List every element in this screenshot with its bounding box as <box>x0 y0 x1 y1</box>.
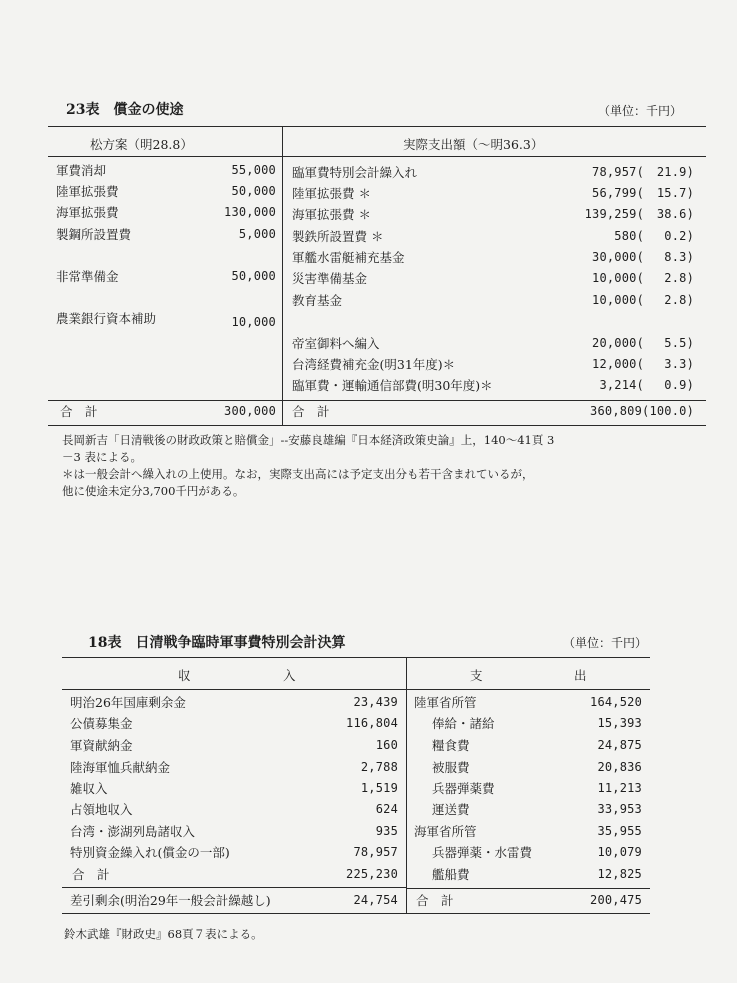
table18-right-label: 兵器弾薬費 <box>432 781 495 796</box>
table23-right-pct: 0.2) <box>664 229 694 243</box>
table23-right-pct: 0.9) <box>664 378 694 392</box>
table23-left-header: 松方案（明28.8） <box>90 137 193 152</box>
table18-right-label: 兵器弾薬・水雷費 <box>432 845 533 860</box>
table18-right-value: 20,836 <box>597 760 642 774</box>
table23-right-value: 12,000( <box>592 357 644 371</box>
table18-left-value: 935 <box>375 824 398 838</box>
table23-note-4: 他に使途未定分3,700千円がある。 <box>62 484 245 498</box>
table18-right-value: 24,875 <box>597 738 642 752</box>
table18-balance-label: 差引剰余(明治29年一般会計繰越し) <box>70 893 271 908</box>
table18-left-label: 占領地収入 <box>70 802 133 817</box>
table23-right-pct: 21.9) <box>656 165 694 179</box>
table23-left-label: 農業銀行資本補助 <box>56 311 157 326</box>
table18-right-value: 35,955 <box>597 824 642 838</box>
table23-right-value: 139,259( <box>584 207 644 221</box>
table23-right-header: 実際支出額（～明36.3） <box>403 137 544 152</box>
table23-right-label: 教育基金 <box>292 293 343 308</box>
table18-left-value: 23,439 <box>353 695 398 709</box>
table18-left-label: 軍資献納金 <box>70 738 133 753</box>
table23-note-3: ＊は一般会計へ繰入れの上使用。なお，実際支出高には予定支出分も若干含まれているが， <box>62 467 534 481</box>
table18-left-value: 624 <box>375 802 398 816</box>
table18-left-label: 台湾・澎湖列島諸収入 <box>70 824 196 839</box>
table18-header-rule <box>62 689 650 690</box>
table18-left-value: 160 <box>375 738 398 752</box>
table18-right-label: 運送費 <box>432 802 470 817</box>
table18-column-divider <box>406 658 407 914</box>
table23-bottom-rule <box>48 425 706 426</box>
table18-right-label: 糧食費 <box>432 738 470 753</box>
table18-right-label: 海軍省所管 <box>414 824 477 839</box>
table18-left-value: 116,804 <box>346 716 398 730</box>
table23-right-label: 軍艦水雷艇補充基金 <box>292 250 405 265</box>
table18-balance-rule-left <box>62 887 406 888</box>
table23-left-label: 軍費消却 <box>56 163 107 178</box>
table23-left-value: 50,000 <box>231 184 276 198</box>
table18-top-rule <box>62 657 650 658</box>
table23-left-value: 55,000 <box>231 163 276 177</box>
table23-right-total-value: 360,809(100.0) <box>590 404 694 418</box>
table23-right-value: 10,000( <box>592 271 644 285</box>
table23-right-value: 3,214( <box>599 378 644 392</box>
table18-left-label: 雑収入 <box>70 781 108 796</box>
table18-right-value: 11,213 <box>597 781 642 795</box>
table23-right-pct: 2.8) <box>664 271 694 285</box>
table23-left-value: 130,000 <box>224 205 276 219</box>
table23-right-pct: 3.3) <box>664 357 694 371</box>
table18-left-label: 特別資金繰入れ(償金の一部) <box>70 845 230 860</box>
table23-left-total-value: 300,000 <box>224 404 276 418</box>
table18-left-value: 2,788 <box>360 760 398 774</box>
table18-left-label: 明治26年国庫剰余金 <box>70 695 186 710</box>
table18-total-rule-right <box>406 888 650 889</box>
table18-right-total-label: 合 計 <box>416 893 454 908</box>
table23-left-label: 海軍拡張費 <box>56 205 119 220</box>
table18-right-label: 俸給・諸給 <box>432 716 495 731</box>
table18-right-label: 陸軍省所管 <box>414 695 477 710</box>
table18-left-total-value: 225,230 <box>346 867 398 881</box>
table23-right-value: 10,000( <box>592 293 644 307</box>
table23-right-label: 海軍拡張費 ＊ <box>292 207 371 222</box>
table23-column-divider <box>282 127 283 425</box>
table23-left-total-label: 合 計 <box>60 404 98 419</box>
table23-left-label: 陸軍拡張費 <box>56 184 119 199</box>
table23-right-label: 臨軍費特別会計繰入れ <box>292 165 418 180</box>
table23-right-total-label: 合 計 <box>292 404 330 419</box>
table23-left-value: 5,000 <box>238 227 276 241</box>
table23-right-pct: 15.7) <box>656 186 694 200</box>
table18-right-value: 10,079 <box>597 845 642 859</box>
table18-left-label: 陸海軍恤兵献納金 <box>70 760 171 775</box>
table23-note-1: 長岡新吉「日清戦後の財政政策と賠償金」--安藤良雄編『日本経済政策史論』上，140～41頁 3 <box>62 433 555 447</box>
table23-left-label: 非常準備金 <box>56 269 119 284</box>
table18-right-label: 被服費 <box>432 760 470 775</box>
table23-top-rule <box>48 126 706 127</box>
table18-right-header-2: 出 <box>574 668 587 683</box>
table23-left-value: 10,000 <box>231 315 276 329</box>
table18-left-value: 1,519 <box>360 781 398 795</box>
table23-left-label: 製鋼所設置費 <box>56 227 132 242</box>
table18-right-label: 艦船費 <box>432 867 470 882</box>
table23-right-label: 災害準備基金 <box>292 271 368 286</box>
table23-right-label: 帝室御料へ編入 <box>292 336 380 351</box>
table18-left-total-label: 合 計 <box>72 867 110 882</box>
table23-right-label: 製鉄所設置費 ＊ <box>292 229 384 244</box>
table18-left-label: 公債募集金 <box>70 716 133 731</box>
table23-right-value: 78,957( <box>592 165 644 179</box>
table23-right-pct: 2.8) <box>664 293 694 307</box>
table18-title: 18表 日清戦争臨時軍事費特別会計決算 <box>88 635 346 651</box>
table18-left-value: 78,957 <box>353 845 398 859</box>
table18-right-value: 164,520 <box>590 695 642 709</box>
table23-header-rule <box>48 156 706 157</box>
table18-right-value: 12,825 <box>597 867 642 881</box>
table18-left-header-1: 収 <box>178 668 191 683</box>
table23-right-pct: 8.3) <box>664 250 694 264</box>
table23-unit: （単位：千円） <box>598 104 683 118</box>
table18-left-header-2: 入 <box>283 668 296 683</box>
table23-right-value: 56,799( <box>592 186 644 200</box>
table23-right-value: 580( <box>614 229 644 243</box>
table18-bottom-rule <box>62 913 650 914</box>
table23-right-value: 20,000( <box>592 336 644 350</box>
table18-balance-value: 24,754 <box>353 893 398 907</box>
table18-right-header-1: 支 <box>470 668 483 683</box>
table23-right-label: 陸軍拡張費 ＊ <box>292 186 371 201</box>
table18-note: 鈴木武雄『財政史』68頁７表による。 <box>64 927 263 941</box>
table18-right-total-value: 200,475 <box>590 893 642 907</box>
table23-left-value: 50,000 <box>231 269 276 283</box>
table18-right-value: 15,393 <box>597 716 642 730</box>
table18-unit: （単位：千円） <box>563 636 648 650</box>
table23-note-2: －3 表による。 <box>62 450 142 464</box>
table23-title: 23表 償金の使途 <box>66 102 184 118</box>
table23-right-pct: 38.6) <box>656 207 694 221</box>
table23-right-label: 臨軍費・運輸通信部費(明30年度)＊ <box>292 378 493 393</box>
table23-right-value: 30,000( <box>592 250 644 264</box>
table18-right-value: 33,953 <box>597 802 642 816</box>
table23-right-label: 台湾経費補充金(明31年度)＊ <box>292 357 456 372</box>
table23-right-pct: 5.5) <box>664 336 694 350</box>
